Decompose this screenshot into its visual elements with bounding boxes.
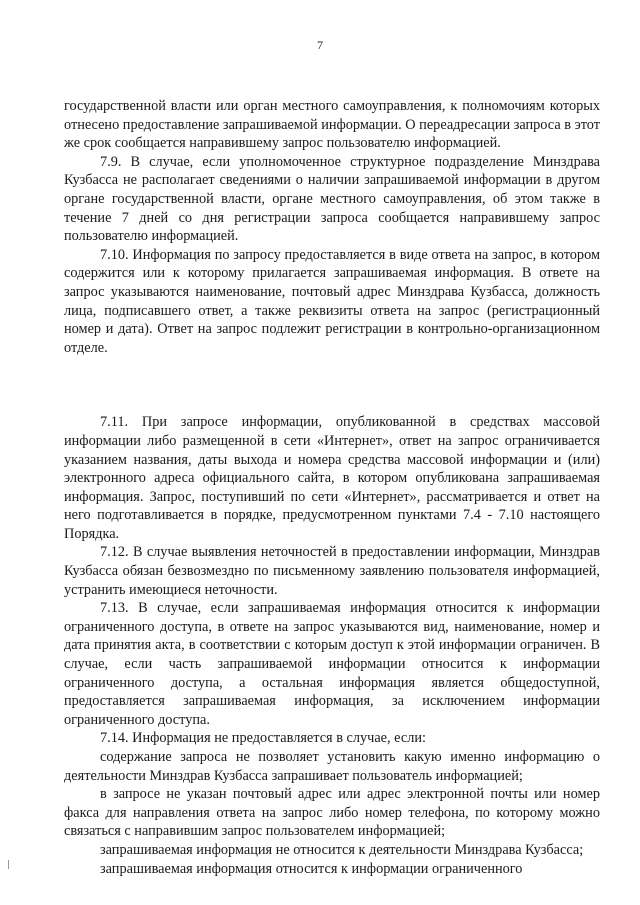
paragraph-continuation: государственной власти или орган местного самоуправления, к полномочиям которых отнесено предоставление запрашиваемой информации. О переадресации запроса в этот же срок сообщается направившему запрос пользователю информацией. bbox=[64, 98, 600, 152]
paragraph-7-9: 7.9. В случае, если уполномоченное структурное подразделение Минздрава Кузбасса не располагает сведениями о наличии запрашиваемой информации в другом органе государственной власти, органе местного самоуправления, об этом также в течение 7 дней со дня регистрации запроса сообщается направившему запрос пользователю информацией. bbox=[64, 153, 600, 245]
scan-artifact bbox=[8, 860, 9, 869]
page-number: 7 bbox=[317, 38, 323, 52]
section-gap bbox=[64, 357, 600, 413]
paragraph-7-11: 7.11. При запросе информации, опубликованной в средствах массовой информации либо размещенной в сети «Интернет», ответ на запрос ограничивается указанием названия, даты выхода и номера средства массовой информации и (или) электронного адреса официального сайта, в котором опубликована запрашиваемая информация. Запрос, поступивший по сети «Интернет», рассматривается и ответ на него подготавливается в порядке, предусмотренном пунктами 7.4 - 7.10 настоящего Порядка. bbox=[64, 414, 600, 542]
list-item: запрашиваемая информация относится к информации ограниченного bbox=[100, 860, 523, 877]
paragraph-7-12: 7.12. В случае выявления неточностей в предоставлении информации, Минздрав Кузбасса обязан безвозмездно по письменному заявлению пользователя информацией, устранить имеющиеся неточности. bbox=[64, 544, 600, 598]
list-item: содержание запроса не позволяет установить какую именно информацию о деятельности Минздрав Кузбасса запрашивает пользователь информацией; bbox=[64, 749, 600, 784]
list-item: запрашиваемая информация не относится к деятельности Минздрава Кузбасса; bbox=[100, 841, 584, 858]
document-body bbox=[64, 97, 600, 878]
paragraph-7-13: 7.13. В случае, если запрашиваемая информация относится к информации ограниченного доступа, в ответе на запрос указываются вид, наименование, номер и дата принятия акта, в соответствии с которым доступ к этой информации ограничен. В случае, если часть запрашиваемой информации относится к информации ограниченного доступа, а остальная информация является общедоступной, предоставляется запрашиваемая информация, за исключением информации ограниченного доступа. bbox=[64, 600, 600, 728]
paragraph-7-14: 7.14. Информация не предоставляется в случае, если: bbox=[100, 730, 426, 747]
list-item: в запросе не указан почтовый адрес или адрес электронной почты или номер факса для направления ответа на запрос либо номер телефона, по которому можно связаться с направившим запрос пользователем информацией; bbox=[64, 786, 600, 840]
paragraph-7-10: 7.10. Информация по запросу предоставляется в виде ответа на запрос, в котором содержится или к которому прилагается запрашиваемая информация. В ответе на запрос указываются наименование, почтовый адрес Минздрава Кузбасса, должность лица, подписавшего ответ, а также реквизиты ответа на запрос (регистрационный номер и дата). Ответ на запрос подлежит регистрации в контрольно-организационном отделе. bbox=[64, 246, 600, 356]
